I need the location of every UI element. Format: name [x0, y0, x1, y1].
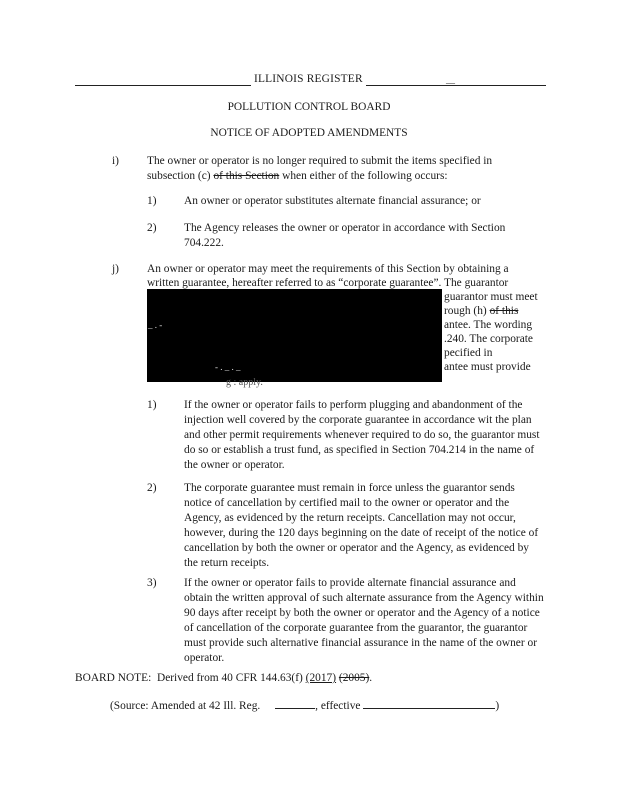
item-j-sub2-text: The corporate guarantee must remain in force unless the guarantor sends notice of cancellation by certified mail to the owner or operator and the Agency, as evidenced by the return receipts. Cancellation may not occur, however, during the 120 days beginning on the date of receipt of the notice of cancellation by both the owner or operator and the Agency, as evidenced by the return receipts.: [184, 482, 539, 569]
board-note-label: BOARD NOTE:: [75, 672, 152, 684]
item-i-text-b: when either of the following occurs:: [282, 170, 448, 182]
item-j-sub1-text: If the owner or operator fails to perform plugging and abandonment of the injection well covered by the corporate guarantee in accordance wit the plan and other permit requirements whenever required to do so, the guarantor must do so or establish a trust fund, as specified in Section 704.214 in the name of the owner or operator.: [184, 399, 540, 471]
item-j-frag5: antee. The wording: [444, 319, 533, 331]
item-i-sub1-text: An owner or operator substitutes alternate financial assurance; or: [184, 195, 481, 207]
register-title: ILLINOIS REGISTER: [254, 73, 363, 85]
board-note-strike: (2005): [338, 672, 370, 684]
board-note-underlined: (2017): [305, 672, 337, 684]
source-effective: , effective: [315, 700, 361, 712]
source-close: ): [495, 700, 500, 712]
redaction-block-1: [147, 289, 442, 382]
item-j-sub3-text: If the owner or operator fails to provide alternate financial assurance and obtain the written approval of such alternate assurance from the Agency within 90 days after receipt by both the owner or operator and the Agency of a notice of cancellation of the corporate guarantee from the guarantor, the guarantor must provide such alternative financial assurance in the name of the owner or operator.: [184, 577, 544, 664]
item-j-frag4: [444, 304, 518, 319]
source-prefix: (Source: Amended at 42 Ill. Reg.: [110, 700, 261, 712]
item-j-sub1-marker: 1): [147, 399, 157, 411]
item-i-sub1-marker: 1): [147, 195, 157, 207]
board-note: [75, 671, 372, 686]
item-j-frag8-marks: - . _ . _: [215, 362, 241, 372]
header-rule-left: [75, 85, 251, 86]
item-j-frag4-strike: of this: [489, 305, 519, 317]
item-j-frag3: guarantor must meet: [444, 291, 538, 303]
item-j-frag8: antee must provide: [444, 361, 531, 373]
item-j-sub3-marker: 3): [147, 577, 157, 589]
board-note-text: Derived from 40 CFR 144.63(f): [156, 672, 303, 684]
item-i-marker: i): [112, 155, 119, 167]
item-i-text-a: The owner or operator is no longer required to submit the items specified in subsection (c): [147, 155, 493, 182]
notice-title: NOTICE OF ADOPTED AMENDMENTS: [210, 127, 408, 139]
item-j-marker: j): [112, 263, 119, 275]
source-blank-2: [363, 697, 495, 709]
board-note-period: .: [369, 672, 373, 684]
board-title: POLLUTION CONTROL BOARD: [227, 101, 391, 113]
item-j-line2: written guarantee, hereafter referred to as “corporate guarantee”. The guarantor: [147, 277, 509, 289]
item-j-frag6: .240. The corporate: [444, 333, 533, 345]
source-blank-1: [275, 697, 315, 709]
item-j-line1: An owner or operator may meet the requirements of this Section by obtaining a: [147, 263, 509, 275]
item-j-frag4a: rough (h): [444, 305, 487, 317]
item-j-frag7: pecified in: [444, 347, 493, 359]
item-i-text: [147, 154, 527, 184]
item-i-strike: of this Section: [213, 170, 280, 182]
item-j-sub2-marker: 2): [147, 482, 157, 494]
header-rule-right: [366, 85, 546, 86]
item-i-sub2-marker: 2): [147, 222, 157, 234]
item-i-sub2-text: The Agency releases the owner or operator in accordance with Section 704.222.: [184, 222, 506, 249]
header-page-mark: __: [446, 75, 455, 85]
item-j-frag5-marks: _ . -: [148, 320, 163, 330]
item-j-frag9: g : apply.: [226, 377, 263, 388]
source-line: [110, 697, 499, 714]
